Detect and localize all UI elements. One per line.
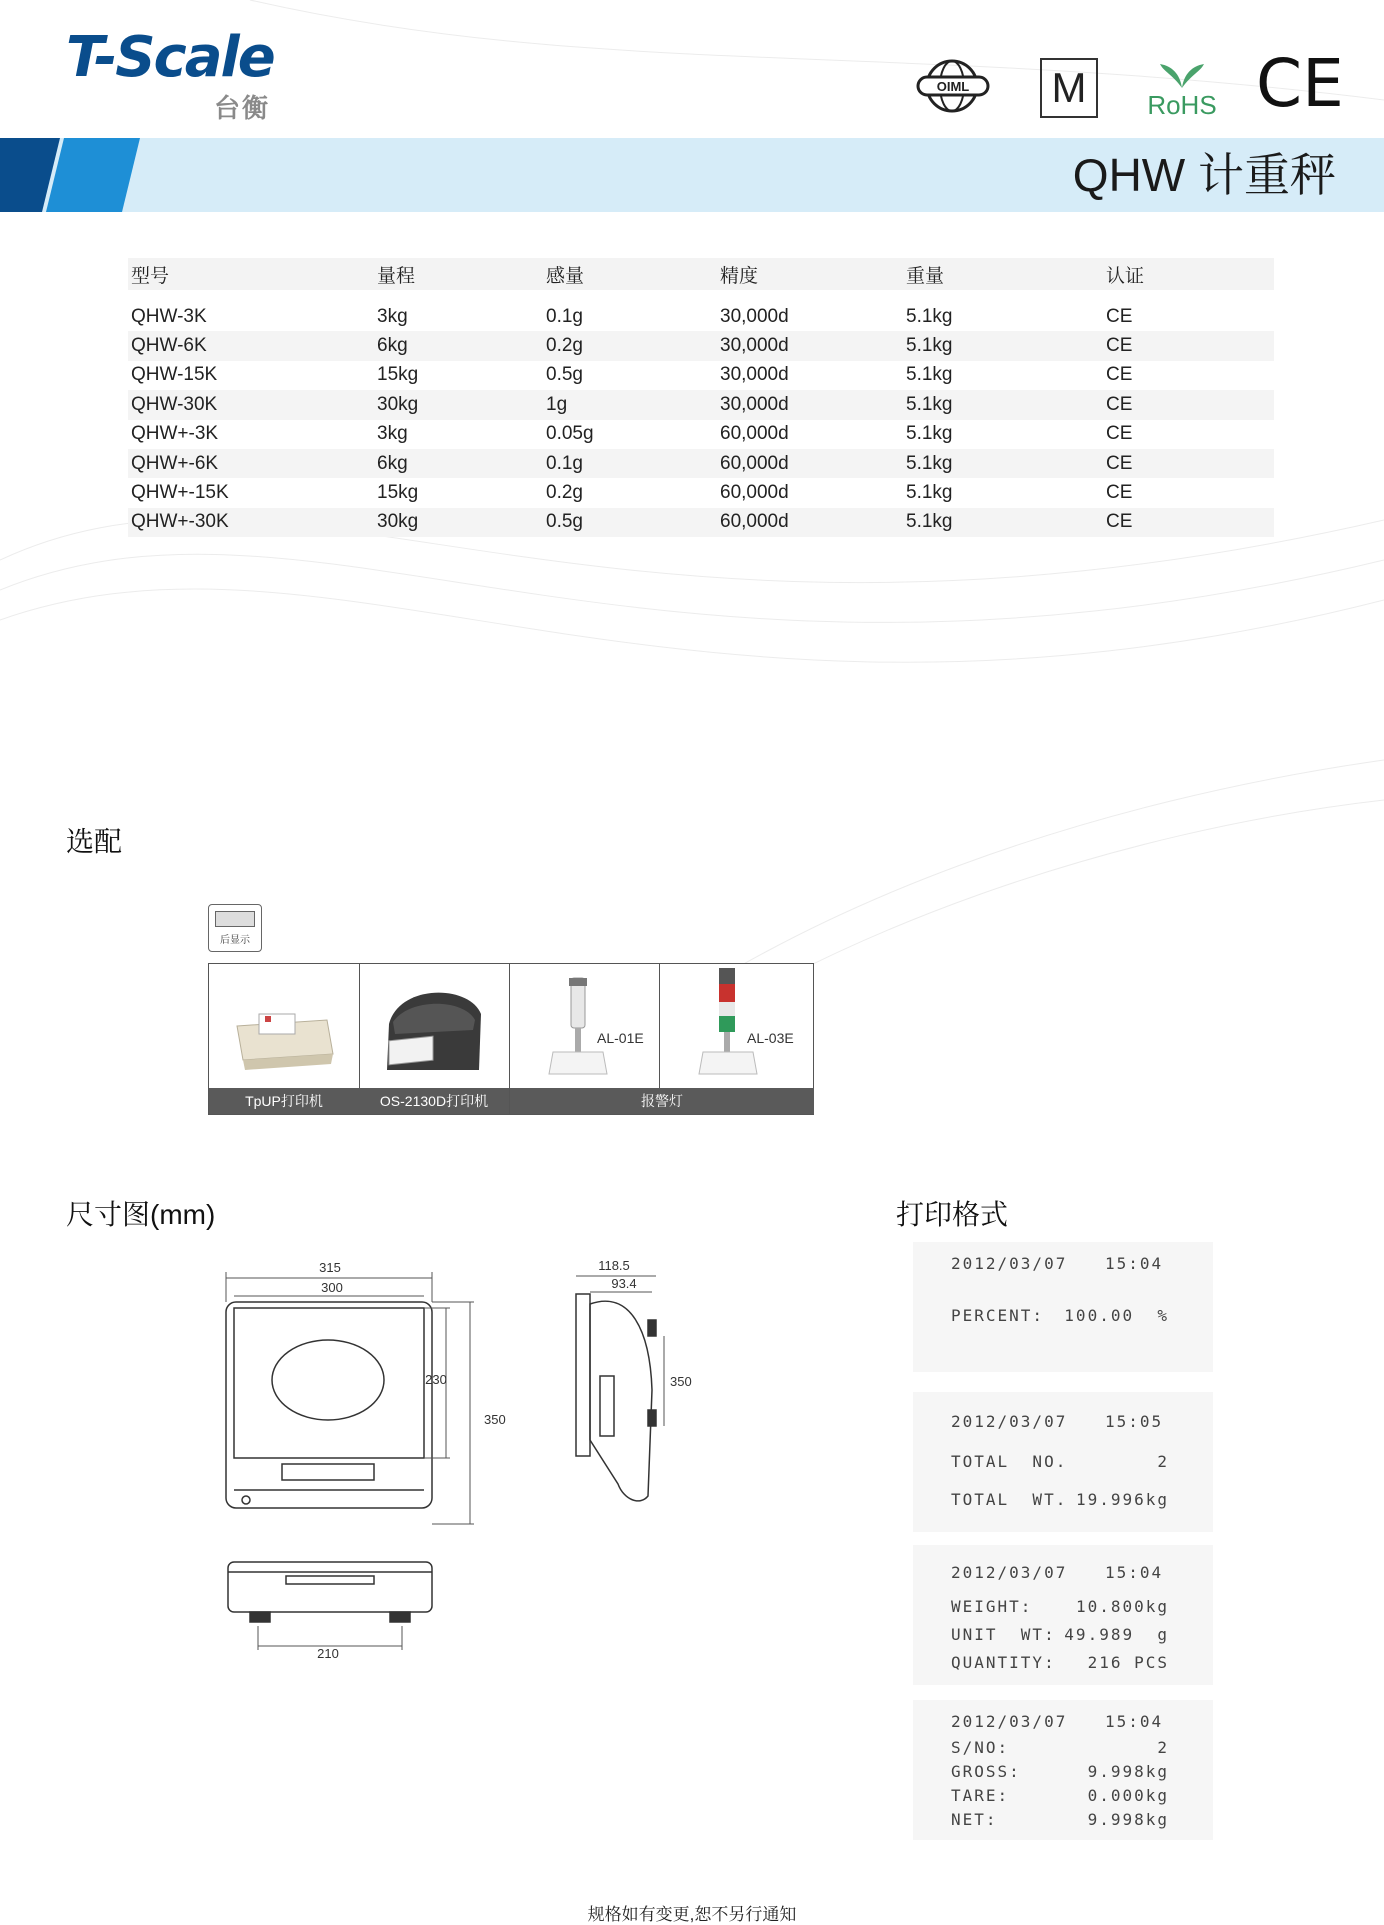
receipt-field-value: 216 PCS [1087, 1653, 1169, 1672]
spec-cell-accuracy: 60,000d [717, 449, 903, 478]
dim-300: 300 [321, 1280, 343, 1295]
spec-cell-resolution: 0.1g [546, 305, 583, 327]
spec-cell-capacity: 15kg [377, 482, 419, 504]
spec-table [128, 258, 1274, 537]
receipt-time: 15:05 [1105, 1412, 1164, 1431]
receipt-field-label: WEIGHT: [951, 1597, 1033, 1616]
receipt-field-label: TARE: [951, 1786, 1010, 1805]
spec-cell-resolution: 0.05g [546, 423, 594, 445]
options-panel [208, 963, 814, 1115]
receipt-time: 15:04 [1105, 1563, 1164, 1582]
spec-cell-accuracy: 60,000d [717, 508, 903, 537]
receipt-field-value: 100.00 % [1064, 1306, 1169, 1325]
spec-cell-accuracy: 30,000d [717, 331, 903, 360]
spec-cell-capacity: 30kg [374, 508, 543, 537]
spec-cell-capacity: 6kg [374, 449, 543, 478]
spec-cell-weight: 5.1kg [906, 482, 953, 504]
option-label: TpUP打印机 [209, 1088, 359, 1114]
spec-cell-capacity: 3kg [377, 305, 408, 327]
spec-cell-resolution: 0.5g [546, 364, 583, 386]
col-weight: 重量 [903, 258, 1103, 290]
lamp-model-label: AL-03E [747, 1030, 794, 1046]
spec-cell-accuracy: 30,000d [720, 364, 789, 386]
col-model: 型号 [128, 258, 374, 290]
spec-cell-cert: CE [1103, 449, 1274, 478]
spec-cell-model: QHW-6K [128, 331, 374, 360]
brand-name-cn: 台衡 [214, 93, 271, 123]
rear-display-label: 后显示 [220, 935, 250, 946]
spec-cell-model: QHW+-15K [131, 482, 229, 504]
metrology-m-mark: M [1040, 58, 1098, 118]
receipt-field-value: 0.000kg [1087, 1786, 1169, 1805]
spec-cell-cert: CE [1106, 482, 1133, 504]
receipt-field-value: 9.998kg [1087, 1810, 1169, 1829]
ce-mark: CE [1256, 45, 1344, 122]
dim-315: 315 [319, 1260, 341, 1275]
dim-350: 350 [484, 1412, 506, 1427]
spec-cell-accuracy: 30,000d [720, 305, 789, 327]
spec-cell-accuracy: 60,000d [720, 423, 789, 445]
spec-cell-weight: 5.1kg [903, 508, 1103, 537]
svg-text:OIML: OIML [936, 79, 970, 94]
options-title: 选配 [66, 826, 123, 857]
rear-display-icon [208, 904, 262, 952]
spec-cell-weight: 5.1kg [906, 364, 953, 386]
receipt-time: 15:04 [1105, 1254, 1164, 1273]
spec-cell-resolution: 0.2g [546, 482, 583, 504]
spec-cell-accuracy: 60,000d [720, 482, 789, 504]
spec-cell-model: QHW-30K [128, 390, 374, 419]
receipt-field-label: NET: [951, 1810, 998, 1829]
spec-cell-weight: 5.1kg [903, 331, 1103, 360]
brand-logo [66, 25, 296, 123]
spec-cell-weight: 5.1kg [906, 305, 953, 327]
spec-cell-model: QHW+-6K [128, 449, 374, 478]
spec-cell-capacity: 30kg [374, 390, 543, 419]
os2130d-printer-image [359, 964, 509, 1088]
print-receipt [913, 1545, 1213, 1685]
receipt-date: 2012/03/07 [951, 1563, 1068, 1582]
dim-210: 210 [317, 1646, 339, 1661]
rohs-mark [1142, 54, 1222, 118]
spec-cell-cert: CE [1103, 390, 1274, 419]
spec-cell-model: QHW-3K [131, 305, 207, 327]
receipt-field-value: 2 [1157, 1452, 1169, 1471]
receipt-field-value: 49.989 g [1064, 1625, 1169, 1644]
receipt-field-label: TOTAL WT. [951, 1490, 1068, 1509]
spec-row [128, 508, 1274, 537]
col-resolution: 感量 [543, 258, 717, 290]
spec-header-row [128, 258, 1274, 290]
spec-cell-cert: CE [1106, 423, 1133, 445]
brand-name: T-Scale [66, 25, 274, 90]
alarm-lamp-tower-image [659, 964, 809, 1088]
print-receipt [913, 1700, 1213, 1840]
spec-cell-capacity: 15kg [377, 364, 419, 386]
spec-cell-capacity: 3kg [377, 423, 408, 445]
spec-cell-cert: CE [1106, 305, 1133, 327]
spec-cell-model: QHW-15K [131, 364, 218, 386]
receipt-field-label: PERCENT: [951, 1306, 1045, 1325]
spec-cell-resolution: 0.1g [543, 449, 717, 478]
spec-cell-weight: 5.1kg [903, 390, 1103, 419]
dimensions-title: 尺寸图(mm) [66, 1199, 216, 1230]
receipt-field-value: 19.996kg [1075, 1490, 1169, 1509]
spec-cell-cert: CE [1106, 364, 1133, 386]
scale-front-view [228, 1562, 432, 1612]
receipt-date: 2012/03/07 [951, 1254, 1068, 1273]
option-label: OS-2130D打印机 [359, 1088, 509, 1114]
lamp-model-label: AL-01E [597, 1030, 644, 1046]
spec-cell-capacity: 6kg [374, 331, 543, 360]
receipt-field-label: TOTAL NO. [951, 1452, 1068, 1471]
print-receipt [913, 1392, 1213, 1532]
scale-top-view [226, 1302, 432, 1508]
col-capacity: 量程 [374, 258, 543, 290]
spec-cell-weight: 5.1kg [903, 449, 1103, 478]
receipt-date: 2012/03/07 [951, 1412, 1068, 1431]
option-tpup-printer [209, 964, 360, 1114]
spec-row [128, 302, 1274, 331]
receipt-field-label: UNIT WT: [951, 1625, 1056, 1644]
spec-cell-resolution: 1g [543, 390, 717, 419]
pan-oval [272, 1340, 384, 1420]
spec-cell-weight: 5.1kg [906, 423, 953, 445]
spec-cell-model: QHW+-30K [128, 508, 374, 537]
page-title: QHW 计重秤 [1072, 149, 1336, 201]
print-format-title: 打印格式 [896, 1199, 1009, 1230]
receipt-field-label: GROSS: [951, 1762, 1021, 1781]
svg-text:RoHS: RoHS [1147, 90, 1217, 118]
weighing-pan [234, 1308, 424, 1458]
receipt-field-value: 2 [1157, 1738, 1169, 1757]
footer-note: 规格如有变更,恕不另行通知 [587, 1905, 797, 1924]
spec-cell-model: QHW+-3K [131, 423, 219, 445]
dim-side-350: 350 [670, 1374, 692, 1389]
dim-230: 230 [425, 1372, 447, 1387]
option-os2130d-printer [359, 964, 510, 1114]
print-receipt [913, 1242, 1213, 1372]
spec-cell-resolution: 0.2g [543, 331, 717, 360]
receipt-time: 15:04 [1105, 1712, 1164, 1731]
dim-118-5: 118.5 [598, 1258, 630, 1273]
spec-row [128, 420, 1274, 449]
alarm-lamp-single-image [509, 964, 659, 1088]
spec-row [128, 449, 1274, 478]
receipt-date: 2012/03/07 [951, 1712, 1068, 1731]
spec-row [128, 478, 1274, 507]
receipt-field-label: QUANTITY: [951, 1653, 1056, 1672]
spec-cell-cert: CE [1103, 508, 1274, 537]
receipt-field-label: S/NO: [951, 1738, 1010, 1757]
oiml-mark [914, 54, 992, 118]
col-accuracy: 精度 [717, 258, 903, 290]
display-window [282, 1464, 374, 1480]
spec-row [128, 361, 1274, 390]
receipt-field-value: 9.998kg [1087, 1762, 1169, 1781]
col-certification: 认证 [1103, 258, 1274, 290]
banner-stripe [0, 138, 140, 212]
spec-row [128, 390, 1274, 419]
spec-cell-cert: CE [1103, 331, 1274, 360]
tpup-printer-image [209, 964, 359, 1088]
rohs-leaf-icon [1142, 54, 1222, 118]
spec-cell-resolution: 0.5g [543, 508, 717, 537]
dimension-drawings [200, 1250, 700, 1670]
option-label-alarm: 报警灯 [509, 1088, 814, 1114]
oiml-icon [914, 54, 992, 118]
dim-93-4: 93.4 [611, 1276, 637, 1291]
receipt-field-value: 10.800kg [1075, 1597, 1169, 1616]
spec-cell-accuracy: 30,000d [717, 390, 903, 419]
spec-row [128, 331, 1274, 360]
